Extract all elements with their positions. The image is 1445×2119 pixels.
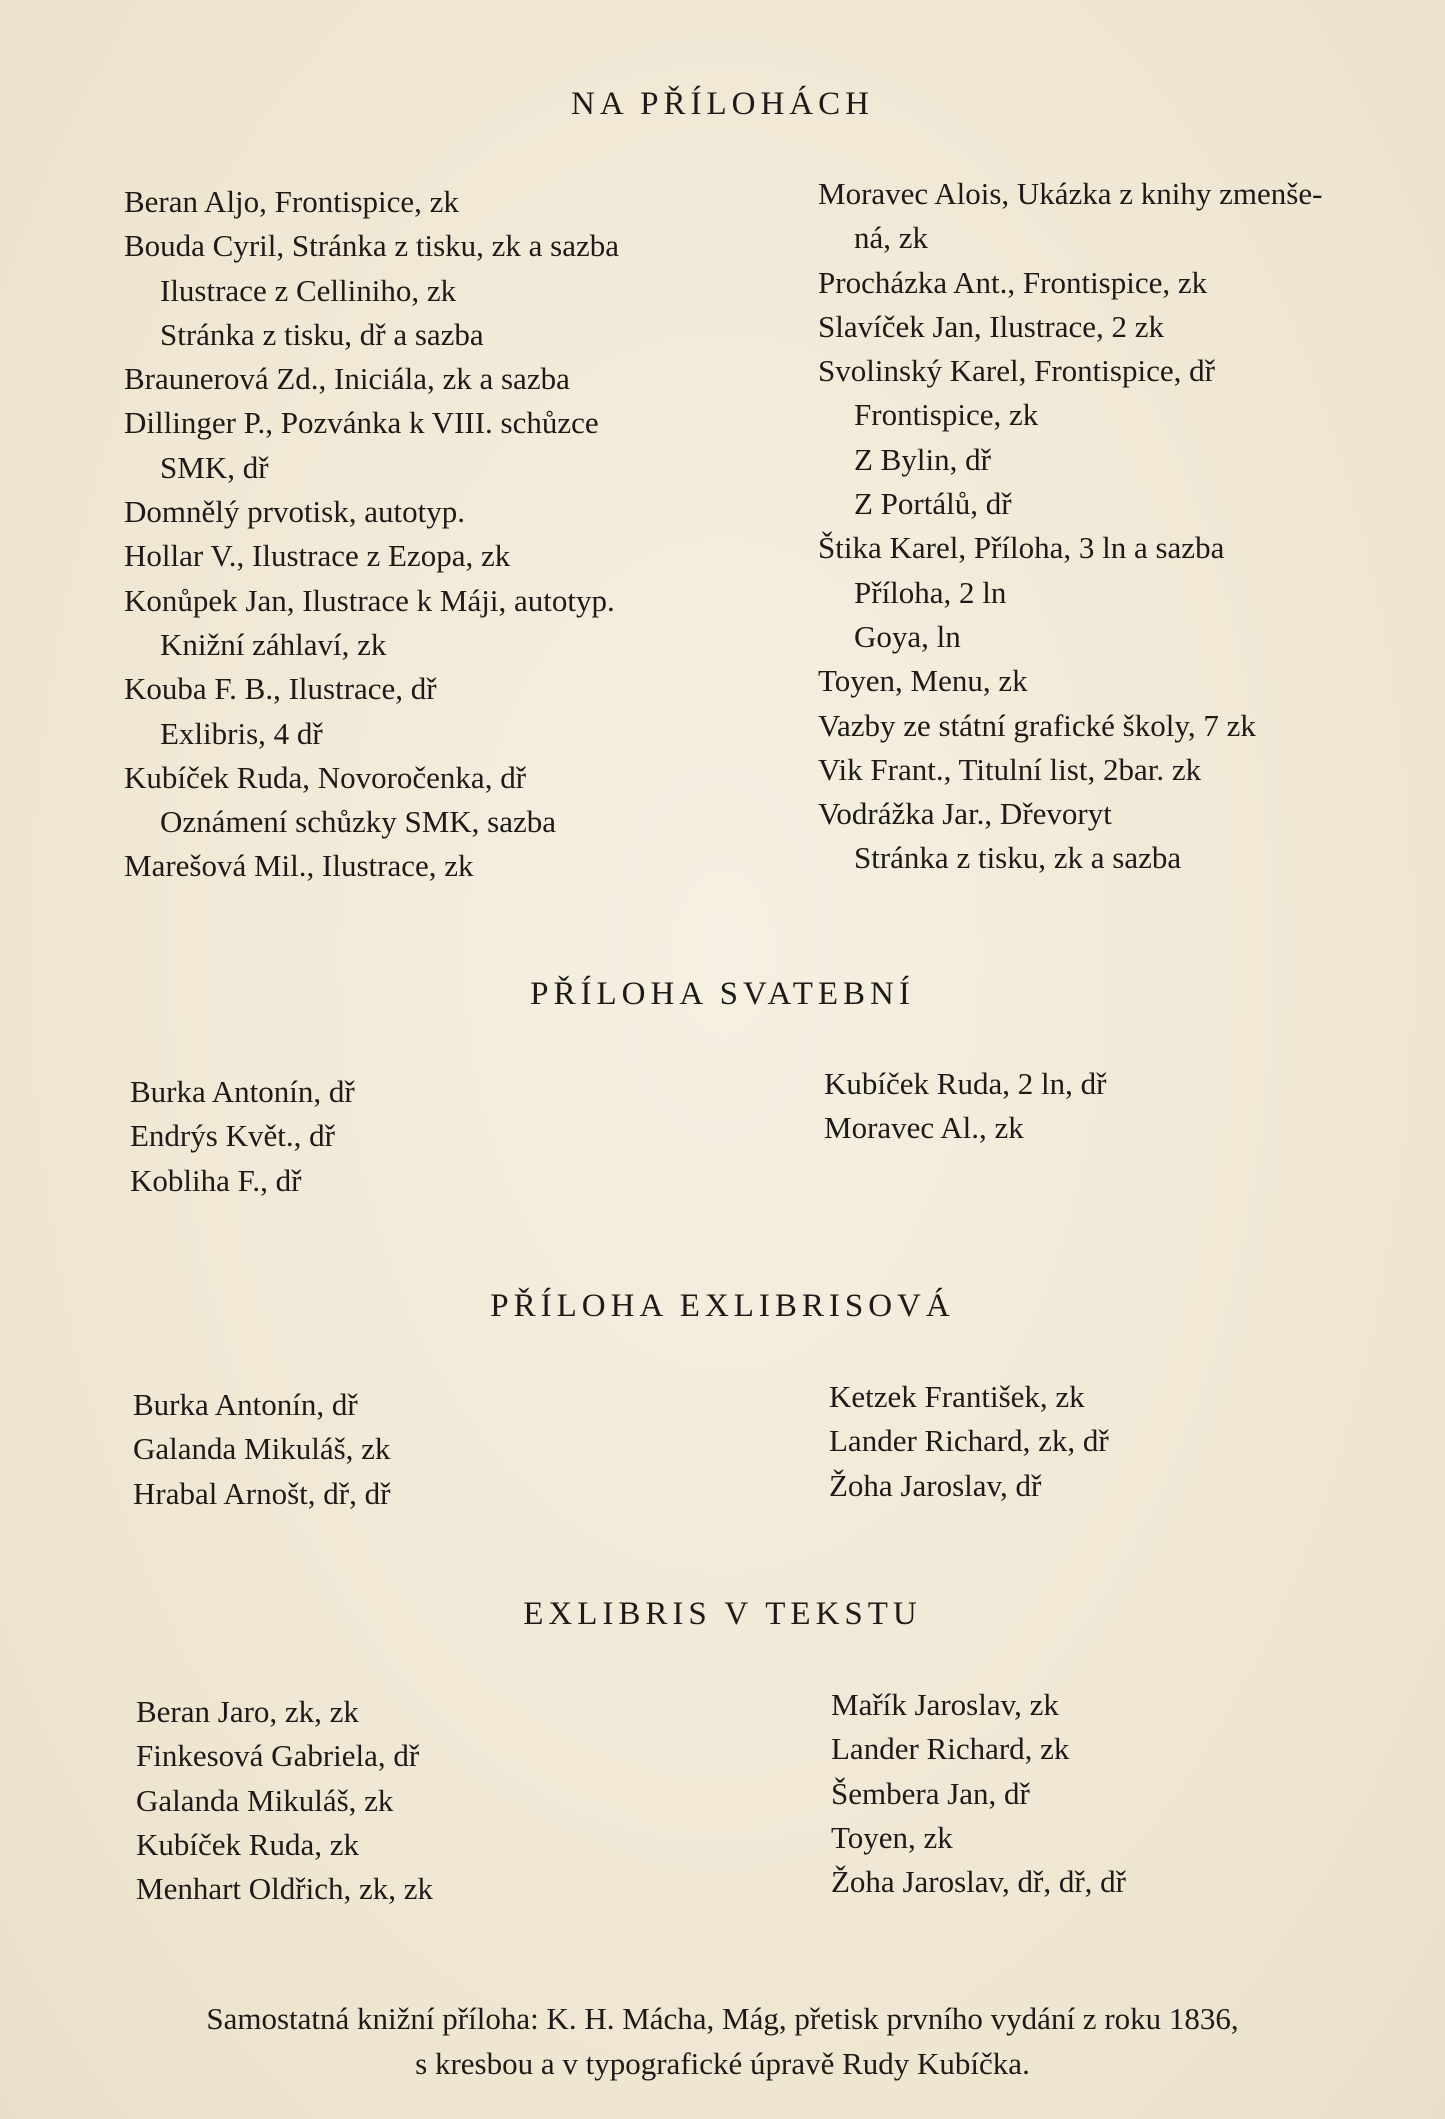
list-svatebni-right — [824, 1062, 1106, 1151]
list-exlibris-v-textu-right — [831, 1683, 1126, 1904]
list-item: Moravec Al., zk — [824, 1110, 1024, 1146]
list-item: Knižní záhlaví, zk — [160, 626, 387, 662]
list-item: Hrabal Arnošt, dř, dř — [133, 1475, 391, 1511]
list-item: Z Bylin, dř — [854, 441, 991, 477]
heading-exlibris-v-textu: EXLIBRIS V TEKSTU — [523, 1596, 922, 1632]
heading-priloha-exlibrisova: PŘÍLOHA EXLIBRISOVÁ — [490, 1288, 955, 1324]
list-item: Burka Antonín, dř — [133, 1387, 358, 1422]
list-item: Beran Aljo, Frontispice, zk — [124, 184, 459, 219]
list-item: Kubíček Ruda, 2 ln, dř — [824, 1066, 1107, 1101]
list-item: Endrýs Květ., dř — [130, 1118, 335, 1154]
list-item: Frontispice, zk — [854, 397, 1039, 433]
list-item: Mařík Jaroslav, zk — [831, 1687, 1059, 1722]
list-item: Toyen, zk — [831, 1819, 953, 1855]
list-item: Procházka Ant., Frontispice, zk — [818, 264, 1208, 300]
list-item: Stránka z tisku, dř a sazba — [160, 316, 484, 352]
footer-note — [0, 1996, 1445, 2086]
list-item: Goya, ln — [854, 618, 961, 654]
list-item: Příloha, 2 ln — [854, 574, 1007, 610]
list-item: Kobliha F., dř — [130, 1162, 302, 1198]
list-item: Stránka z tisku, zk a sazba — [854, 840, 1182, 876]
list-item: Ilustrace z Celliniho, zk — [160, 272, 457, 308]
list-item: Svolinský Karel, Frontispice, dř — [818, 353, 1215, 389]
list-na-prilohach-right — [818, 172, 1322, 881]
list-item: Dillinger P., Pozvánka k VIII. schůzce — [124, 405, 599, 441]
list-item: Galanda Mikuláš, zk — [133, 1431, 391, 1467]
footer-line-2: s kresbou a v typografické úpravě Rudy Kubíčka. — [415, 2046, 1030, 2081]
list-item: Moravec Alois, Ukázka z knihy zmenše- — [818, 176, 1323, 211]
footer-line-1: Samostatná knižní příloha: K. H. Mácha, Mág, přetisk prvního vydání z roku 1836, — [206, 2001, 1239, 2036]
list-item: Hollar V., Ilustrace z Ezopa, zk — [124, 538, 511, 574]
list-item: Braunerová Zd., Iniciála, zk a sazba — [124, 361, 570, 397]
list-item: Konůpek Jan, Ilustrace k Máji, autotyp. — [124, 582, 615, 618]
list-item: Finkesová Gabriela, dř — [136, 1738, 420, 1774]
list-exlibrisova-left — [133, 1383, 390, 1516]
list-item: Vazby ze státní grafické školy, 7 zk — [818, 707, 1256, 743]
list-item: Lander Richard, zk — [831, 1731, 1070, 1767]
list-item: Exlibris, 4 dř — [160, 715, 323, 751]
list-item: Štika Karel, Příloha, 3 ln a sazba — [818, 530, 1225, 566]
list-item: Ketzek František, zk — [829, 1379, 1085, 1414]
list-item: Beran Jaro, zk, zk — [136, 1694, 359, 1729]
list-item: Vik Frant., Titulní list, 2bar. zk — [818, 751, 1202, 787]
list-item: Domnělý prvotisk, autotyp. — [124, 494, 465, 530]
list-item: Galanda Mikuláš, zk — [136, 1782, 394, 1818]
list-item: Slavíček Jan, Ilustrace, 2 zk — [818, 308, 1165, 344]
list-item: Kubíček Ruda, Novoročenka, dř — [124, 759, 527, 795]
list-item: Toyen, Menu, zk — [818, 663, 1028, 699]
list-item: Lander Richard, zk, dř — [829, 1423, 1109, 1459]
list-item: Vodrážka Jar., Dřevoryt — [818, 796, 1112, 832]
list-item: Kouba F. B., Ilustrace, dř — [124, 671, 437, 707]
list-item: Oznámení schůzky SMK, sazba — [160, 804, 557, 840]
list-item: Menhart Oldřich, zk, zk — [136, 1871, 433, 1907]
list-item: Žoha Jaroslav, dř, dř, dř — [831, 1864, 1126, 1900]
list-item: Šembera Jan, dř — [831, 1775, 1030, 1811]
list-item: ná, zk — [854, 220, 929, 256]
list-exlibris-v-textu-left — [136, 1690, 433, 1911]
heading-na-prilohach: NA PŘÍLOHÁCH — [571, 86, 874, 122]
list-item: Kubíček Ruda, zk — [136, 1826, 359, 1862]
heading-priloha-svatebni: PŘÍLOHA SVATEBNÍ — [530, 976, 915, 1012]
list-item: Bouda Cyril, Stránka z tisku, zk a sazba — [124, 228, 620, 264]
list-item: SMK, dř — [160, 449, 269, 485]
list-item: Marešová Mil., Ilustrace, zk — [124, 848, 474, 884]
list-item: Z Portálů, dř — [854, 486, 1012, 522]
list-svatebni-left — [130, 1070, 355, 1203]
list-exlibrisova-right — [829, 1375, 1109, 1508]
list-item: Žoha Jaroslav, dř — [829, 1467, 1042, 1503]
list-na-prilohach-left — [124, 180, 619, 889]
list-item: Burka Antonín, dř — [130, 1074, 355, 1109]
